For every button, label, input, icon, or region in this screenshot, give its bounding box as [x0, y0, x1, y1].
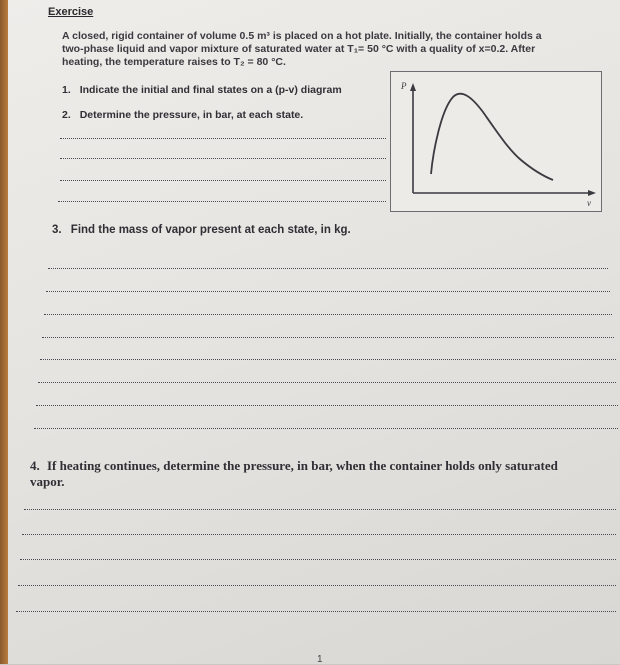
answer-line-3g[interactable] — [36, 405, 618, 406]
pv-diagram — [391, 72, 601, 211]
answer-line-3e[interactable] — [40, 359, 616, 360]
intro-line-2: two-phase liquid and vapor mixture of saturated water at T₁= 50 °C with a quality of x=0.2. After — [62, 43, 536, 55]
question-3 — [52, 224, 351, 236]
answer-line-3f[interactable] — [38, 382, 616, 383]
exercise-title: Exercise — [48, 6, 94, 18]
p-axis-label: P — [401, 81, 407, 91]
question-1-number: 1. — [62, 84, 71, 96]
answer-line-3c[interactable] — [44, 314, 612, 315]
question-4-number: 4. — [30, 458, 40, 473]
question-1 — [62, 84, 342, 96]
answer-line-4c[interactable] — [20, 559, 616, 560]
question-3-number: 3. — [52, 224, 62, 236]
v-axis-label: v — [587, 198, 591, 208]
pv-diagram-box — [390, 71, 602, 212]
answer-line-3a[interactable] — [48, 268, 608, 269]
answer-line-4b[interactable] — [22, 534, 616, 535]
answer-line-3h[interactable] — [34, 428, 618, 429]
page-number: 1 — [317, 654, 323, 665]
answer-line-4a[interactable] — [24, 509, 616, 510]
problem-statement — [62, 30, 602, 69]
intro-line-3: heating, the temperature raises to T₂ = 80 °C. — [62, 56, 286, 68]
answer-line-2a[interactable] — [60, 138, 386, 139]
question-4-text: If heating continues, determine the pressure, in bar, when the container holds only saturated vapor. — [30, 458, 558, 489]
saturation-dome-curve — [431, 94, 553, 180]
question-2-number: 2. — [62, 109, 71, 121]
answer-line-2c[interactable] — [60, 180, 386, 181]
answer-line-4d[interactable] — [18, 585, 616, 586]
v-axis-arrow — [588, 190, 596, 196]
p-axis-arrow — [410, 83, 416, 91]
answer-line-3b[interactable] — [46, 291, 610, 292]
answer-line-3d[interactable] — [42, 337, 614, 338]
question-1-text: Indicate the initial and final states on a (p-v) diagram — [79, 84, 342, 96]
question-4 — [30, 458, 590, 490]
question-2 — [62, 109, 303, 121]
intro-line-1: A closed, rigid container of volume 0.5 m³ is placed on a hot plate. Initially, the container holds a — [62, 30, 542, 42]
question-3-text: Find the mass of vapor present at each state, in kg. — [70, 224, 351, 236]
question-2-text: Determine the pressure, in bar, at each state. — [79, 109, 304, 121]
answer-line-4e[interactable] — [16, 611, 616, 612]
answer-line-2b[interactable] — [60, 158, 386, 159]
answer-line-2d[interactable] — [58, 201, 386, 202]
